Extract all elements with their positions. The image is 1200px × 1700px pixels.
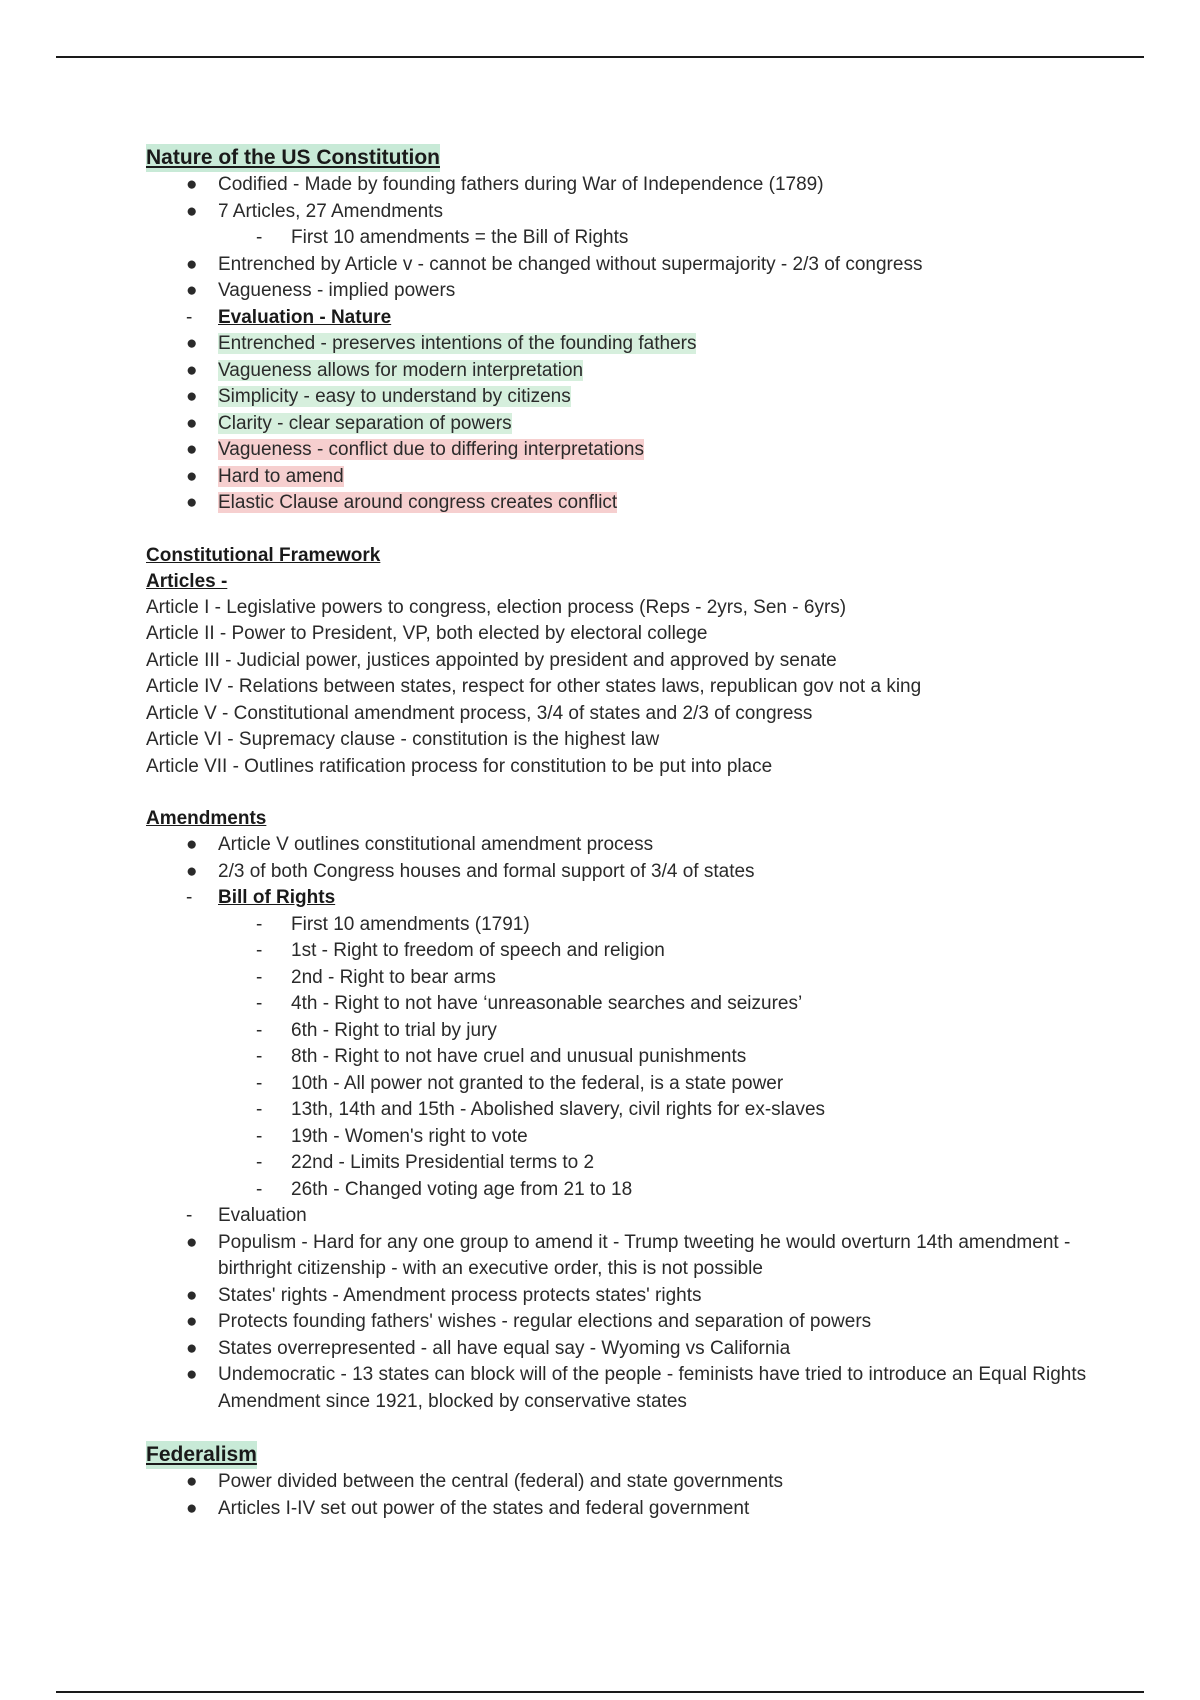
section-title-nature: Nature of the US Constitution <box>146 144 440 172</box>
article-line: Article IV - Relations between states, respect for other states laws, republican gov not a king <box>146 676 922 697</box>
list-item: ● Protects founding fathers' wishes - regular elections and separation of powers <box>186 1311 872 1332</box>
list-subitem: - First 10 amendments = the Bill of Rights <box>256 227 629 248</box>
evaluation-heading: - Evaluation - Nature <box>186 306 392 328</box>
list-subitem: - 13th, 14th and 15th - Abolished slavery, civil rights for ex-slaves <box>256 1099 826 1120</box>
bill-of-rights-heading: - Bill of Rights <box>186 887 336 908</box>
list-item: ● Power divided between the central (federal) and state governments <box>186 1471 784 1492</box>
list-subitem: - 4th - Right to not have ‘unreasonable searches and seizures’ <box>256 993 803 1014</box>
list-item: ● Articles I-IV set out power of the states and federal government <box>186 1497 750 1519</box>
article-line: Article VI - Supremacy clause - constitution is the highest law <box>146 729 660 750</box>
list-item: ● Entrenched by Article v - cannot be changed without supermajority - 2/3 of congress <box>186 253 923 275</box>
articles-heading: Articles - <box>146 570 228 592</box>
list-subitem: - 2nd - Right to bear arms <box>256 966 496 988</box>
list-item: ● Populism - Hard for any one group to amend it - Trump tweeting he would overturn 14th amendment - birthright citizenship - with an executive order, this is not possible <box>186 1231 1071 1279</box>
list-subitem: - First 10 amendments (1791) <box>256 913 530 935</box>
list-subitem: - 6th - Right to trial by jury <box>256 1019 497 1041</box>
article-line: Article II - Power to President, VP, both elected by electoral college <box>146 623 708 644</box>
section-amendments <box>146 806 1106 1415</box>
section-title-federalism: Federalism <box>146 1441 257 1469</box>
list-item-negative: ● Elastic Clause around congress creates conflict <box>186 492 618 513</box>
section-framework <box>146 543 1106 781</box>
list-item: ● States overrepresented - all have equal say - Wyoming vs California <box>186 1337 791 1359</box>
list-subitem: - 1st - Right to freedom of speech and religion <box>256 940 665 961</box>
list-subitem: - 22nd - Limits Presidential terms to 2 <box>256 1152 595 1173</box>
section-title-amendments: Amendments <box>146 808 267 829</box>
list-item: ● 2/3 of both Congress houses and formal support of 3/4 of states <box>186 860 755 882</box>
list-subitem: - 19th - Women's right to vote <box>256 1125 528 1147</box>
list-item: ● Undemocratic - 13 states can block will of the people - feminists have tried to introduce an Equal Rights Amendment since 1921, blocked by conservative states <box>186 1364 1087 1412</box>
section-federalism <box>146 1441 1106 1522</box>
list-subitem: - 10th - All power not granted to the federal, is a state power <box>256 1072 784 1094</box>
article-line: Article VII - Outlines ratification process for constitution to be put into place <box>146 755 773 777</box>
list-item-positive: ● Entrenched - preserves intentions of the founding fathers <box>186 333 697 354</box>
article-line: Article III - Judicial power, justices appointed by president and approved by senate <box>146 649 837 671</box>
list-item: ● Vagueness - implied powers <box>186 280 456 301</box>
list-subitem: - 26th - Changed voting age from 21 to 18 <box>256 1178 633 1200</box>
document-body <box>146 144 1106 1522</box>
list-item: ● Article V outlines constitutional amendment process <box>186 834 654 855</box>
list-item-negative: ● Vagueness - conflict due to differing interpretations <box>186 439 644 460</box>
header-rule <box>56 56 1144 58</box>
footer-rule <box>56 1691 1144 1693</box>
list-item: ● 7 Articles, 27 Amendments <box>186 200 443 222</box>
list-item-positive: ● Vagueness allows for modern interpretation <box>186 359 584 381</box>
section-nature <box>146 144 1106 517</box>
list-item-negative: ● Hard to amend <box>186 465 344 487</box>
evaluation-heading: - Evaluation <box>186 1205 307 1226</box>
list-item-positive: ● Clarity - clear separation of powers <box>186 412 512 434</box>
article-line: Article I - Legislative powers to congress, election process (Reps - 2yrs, Sen - 6yrs) <box>146 596 847 618</box>
list-item: ● States' rights - Amendment process protects states' rights <box>186 1284 702 1306</box>
section-title-framework: Constitutional Framework <box>146 544 381 566</box>
list-item-positive: ● Simplicity - easy to understand by citizens <box>186 386 571 407</box>
list-subitem: - 8th - Right to not have cruel and unusual punishments <box>256 1046 747 1067</box>
article-line: Article V - Constitutional amendment process, 3/4 of states and 2/3 of congress <box>146 702 813 724</box>
list-item: ● Codified - Made by founding fathers during War of Independence (1789) <box>186 174 824 195</box>
